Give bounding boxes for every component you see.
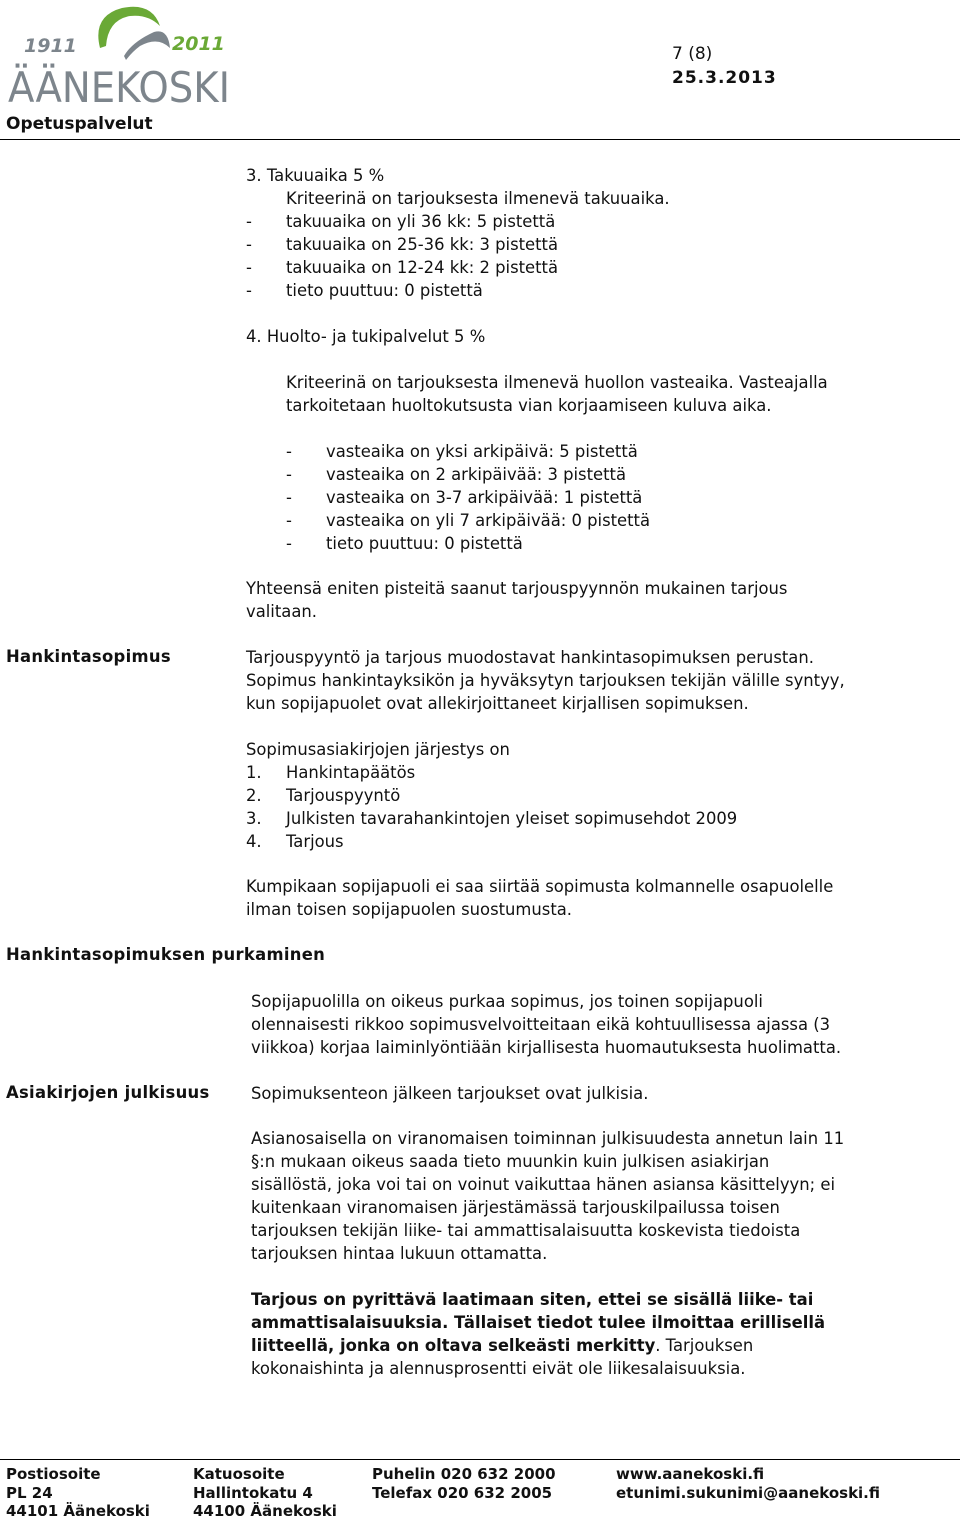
aanekoski-logo <box>4 2 234 106</box>
contract-label: Hankintasopimus <box>6 647 171 666</box>
list-item: - vasteaika on 3-7 arkipäivää: 1 pistettä <box>286 488 643 507</box>
department-name: Opetuspalvelut <box>6 114 153 134</box>
footer-web <box>616 1465 880 1502</box>
logo-swirl-shape <box>124 31 170 60</box>
publicity-line: Sopimuksenteon jälkeen tarjoukset ovat julkisia. <box>251 1084 649 1103</box>
publicity-paragraph: Asianosaisella on viranomaisen toiminnan julkisuudesta annetun lain 11 §:n mukaan oikeus saada tieto muunkin kuin julkisen asiakirjan sisällöstä, joka voi tai on voinut vaikuttaa hänen asiansa käsittelyyn; ei kuitenkaan viranomaisen järjestämässä tarjouskilpailussa toisen tarjouksen tekijän liike- tai ammattisalaisuutta koskevista tiedoista tarjouksen hintaa lukuun ottamatta. <box>251 1129 845 1263</box>
list-item: - takuuaika on 25-36 kk: 3 pistettä <box>246 235 559 254</box>
footer-street-address: Katuosoite Hallintokatu 4 44100 Äänekoski <box>193 1465 337 1520</box>
header-divider <box>0 139 960 140</box>
list-item: - tieto puuttuu: 0 pistettä <box>246 281 483 300</box>
list-item: 3. Julkisten tavarahankintojen yleiset sopimusehdot 2009 <box>246 809 738 828</box>
logo-town-name: ÄÄNEKOSKI <box>8 63 234 106</box>
page-number: 7 (8) <box>672 44 713 64</box>
list-item: - vasteaika on yli 7 arkipäivää: 0 pistettä <box>286 511 651 530</box>
list-item: 4. Tarjous <box>246 832 344 851</box>
list-item: - takuuaika on 12-24 kk: 2 pistettä <box>246 258 559 277</box>
list-item: - tieto puuttuu: 0 pistettä <box>286 534 523 553</box>
publicity-label: Asiakirjojen julkisuus <box>6 1083 210 1102</box>
list-item: - takuuaika on yli 36 kk: 5 pistettä <box>246 212 556 231</box>
logo-year-right: 2011 <box>172 33 225 55</box>
warranty-intro: Kriteerinä on tarjouksesta ilmenevä takuuaika. <box>286 189 670 208</box>
contract-transfer-paragraph: Kumpikaan sopijapuoli ei saa siirtää sopimusta kolmannelle osapuolelle ilman toisen sopijapuolen suostumusta. <box>246 877 834 919</box>
contract-document-order <box>246 738 737 853</box>
maintenance-list <box>286 440 650 555</box>
list-item: 1. Hankintapäätös <box>246 763 416 782</box>
list-item: - vasteaika on yksi arkipäivä: 5 pistettä <box>286 442 638 461</box>
warranty-title: 3. Takuuaika 5 % <box>246 166 385 185</box>
footer-phone: Puhelin 020 632 2000 Telefax 020 632 2005 <box>372 1465 556 1502</box>
email-link[interactable]: etunimi.sukunimi@aanekoski.fi <box>616 1483 881 1502</box>
aanekoski-logo-mark <box>4 2 234 106</box>
trade-secret-paragraph: Tarjous on pyrittävä laatimaan siten, ettei se sisällä liike- tai ammattisalaisuuksia. Tällaiset tiedot tulee ilmoittaa erillisellä liitteellä, jonka on oltava selkeästi merkitty. Tarjouksen kokonaishinta ja alennusprosentti eivät ole liikesalaisuuksia. <box>251 1290 825 1378</box>
maintenance-intro: Kriteerinä on tarjouksesta ilmenevä huollon vasteaika. Vasteajalla tarkoitetaan huoltokutsusta vian korjaamiseen kuluva aika. <box>286 373 828 415</box>
evaluation-summary: Yhteensä eniten pisteitä saanut tarjouspyynnön mukainen tarjous valitaan. <box>246 579 788 621</box>
list-item: - vasteaika on 2 arkipäivää: 3 pistettä <box>286 465 627 484</box>
document-date: 25.3.2013 <box>672 68 777 88</box>
list-item: 2. Tarjouspyyntö <box>246 786 401 805</box>
termination-paragraph: Sopijapuolilla on oikeus purkaa sopimus, jos toinen sopijapuoli olennaisesti rikkoo sopimusvelvoitteitaan eikä kohtuullisessa ajassa (3 viikkoa) korjaa laiminlyöntiään kirjallisesta huomautuksesta huolimatta. <box>251 992 842 1057</box>
contract-paragraph: Tarjouspyyntö ja tarjous muodostavat hankintasopimuksen perustan. Sopimus hankintayksikön ja hyväksytyn tarjouksen tekijän välille syntyy, kun sopijapuolet ovat allekirjoittaneet kirjallisen sopimuksen. <box>246 648 845 713</box>
termination-label: Hankintasopimuksen purkaminen <box>6 945 326 964</box>
footer-postal-address: Postiosoite PL 24 44101 Äänekoski <box>6 1465 150 1520</box>
warranty-section <box>246 164 670 302</box>
order-title: Sopimusasiakirjojen järjestys on <box>246 740 510 759</box>
website-link[interactable]: www.aanekoski.fi <box>616 1465 765 1483</box>
logo-year-left: 1911 <box>24 35 77 57</box>
footer-divider <box>0 1459 960 1460</box>
maintenance-title: 4. Huolto- ja tukipalvelut 5 % <box>246 327 486 346</box>
